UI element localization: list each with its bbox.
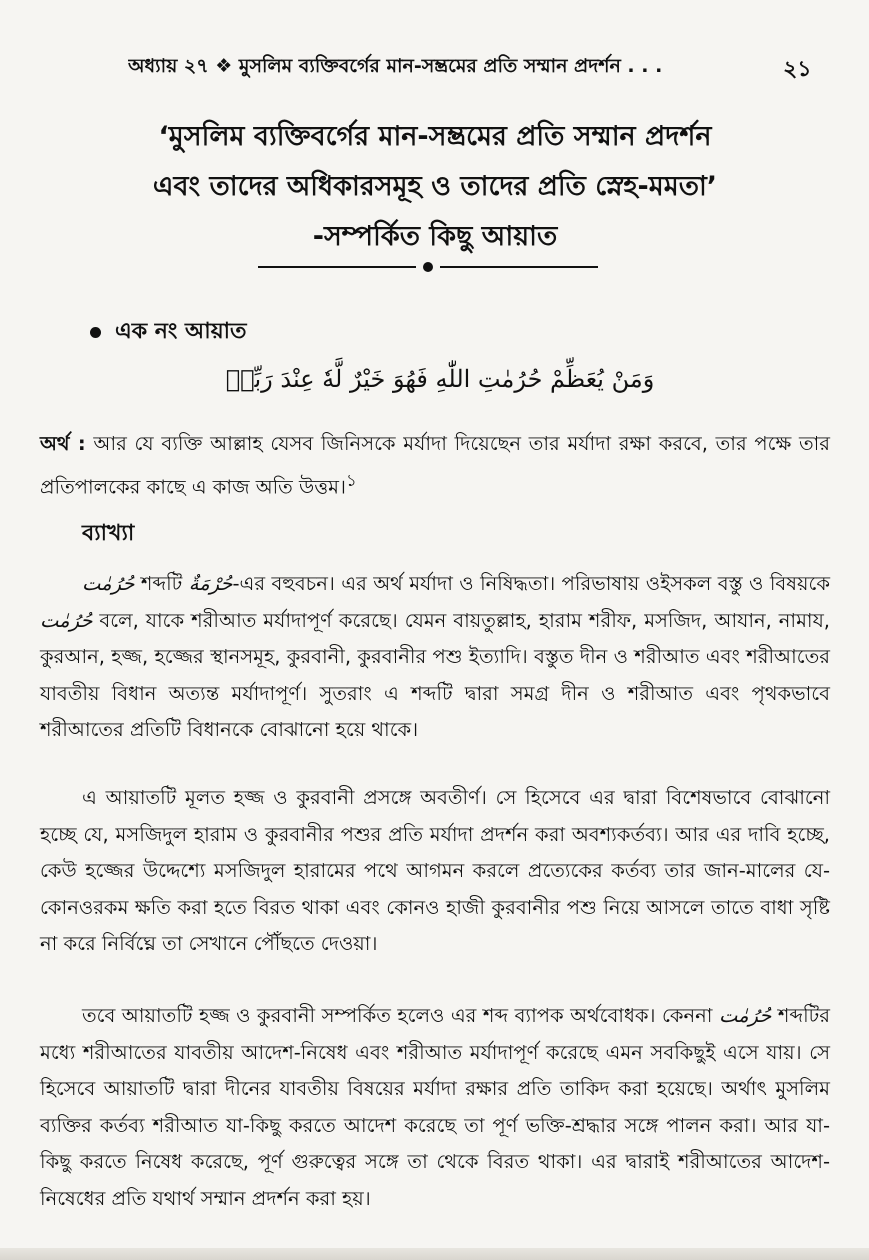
divider-dot	[423, 262, 433, 272]
page-bottom-edge	[0, 1248, 869, 1260]
arabic-term: حُرُمٰت	[40, 608, 93, 632]
verse-heading	[90, 314, 247, 351]
explanation-heading: ব্যাখ্যা	[82, 521, 135, 546]
bullet-icon	[90, 327, 101, 338]
explanation-paragraph-1	[40, 566, 830, 749]
page-number: ২১	[783, 57, 812, 82]
title-line-1: ‘মুসলিম ব্যক্তিবর্গের মান-সম্ভ্রমের প্রতি সম্মান প্রদর্শন	[158, 121, 712, 152]
explanation-paragraph-2: এ আয়াতটি মূলত হজ্জ ও কুরবানী প্রসঙ্গে অবতীর্ণ। সে হিসেবে এর দ্বারা বিশেষভাবে বোঝানো হচ্ছে যে, মসজিদুল হারাম ও কুরবানীর পশুর প্রতি মর্যাদা প্রদর্শন করা অবশ্যকর্তব্য। আর এর দাবি হচ্ছে, কেউ হজ্জের উদ্দেশ্যে মসজিদুল হারামের পথে আগমন করলে প্রত্যেকের কর্তব্য তার জান-মালের যে-কোনওরকম ক্ষতি করা হতে বিরত থাকা এবং কোনও হাজী কুরবানীর পশু নিয়ে আসলে তাতে বাধা সৃষ্টি না করে নির্বিঘ্নে তা সেখানে পৌঁছতে দেওয়া।	[40, 786, 830, 955]
arabic-term: حُرُمٰت	[718, 1004, 772, 1027]
arabic-term: حُرُمٰت	[82, 572, 135, 595]
running-header: অধ্যায় ২৭ ❖ মুসলিম ব্যক্তিবর্গের মান-সম্ভ্রমের প্রতি সম্মান প্রদর্শন . . .	[128, 55, 663, 77]
paragraph-text: শব্দটির মধ্যে শরীআতের যাবতীয় আদেশ-নিষেধ এবং শরীআত মর্যাদাপূর্ণ করেছে এমন সবকিছুই এসে যায়। সে হিসেবে আয়াতটি দ্বারা দীনের যাবতীয় বিষয়ের মর্যাদা রক্ষার প্রতি তাকিদ করা হয়েছে। অর্থাৎ মুসলিম ব্যক্তির কর্তব্য শরীআত যা-কিছু করতে আদেশ করেছে তা পূর্ণ ভক্তি-শ্রদ্ধার সঙ্গে পালন করা। আর যা-কিছু করতে নিষেধ করেছে, পূর্ণ গুরুত্বের সঙ্গে তা থেকে বিরত থাকা। এর দ্বারাই শরীআতের আদেশ-নিষেধের প্রতি যথার্থ সম্মান প্রদর্শন করা হয়।	[40, 1004, 830, 1210]
divider-line-left	[258, 266, 416, 268]
meaning-label: অর্থ :	[40, 432, 86, 455]
explanation-paragraph-3	[40, 998, 830, 1217]
paragraph-text: বলে, যাকে শরীআত মর্যাদাপূর্ণ করেছে। যেমন বায়তুল্লাহ, হারাম শরীফ, মসজিদ, আযান, নামায, কুরআন, হজ্জ, হজ্জের স্থানসমূহ, কুরবানী, কুরবানীর পশু ইত্যাদি। বস্তুত দীন ও শরীআত এবং শরীআতের যাবতীয় বিধান অত্যন্ত মর্যাদাপূর্ণ। সুতরাং এ শব্দটি দ্বারা সমগ্র দীন ও শরীআত এবং পৃথকভাবে শরীআতের প্রতিটি বিধানকে বোঝানো হয়ে থাকে।	[40, 608, 830, 741]
title-line-3: -সম্পর্কিত কিছু আয়াত	[312, 221, 558, 252]
verse-heading-label: এক নং আয়াত	[115, 319, 247, 344]
meaning-text: আর যে ব্যক্তি আল্লাহ যেসব জিনিসকে মর্যাদা দিয়েছেন তার মর্যাদা রক্ষা করবে, তার পক্ষে তার প্রতিপালকের কাছে এ কাজ অতি উত্তম।	[40, 432, 830, 498]
paragraph-text: শব্দটি	[134, 572, 189, 595]
arabic-term: حُرْمَةٌ	[188, 572, 233, 595]
verse-meaning	[40, 426, 830, 506]
divider-line-right	[440, 266, 598, 268]
arabic-verse: وَمَنْ يُعَظِّمْ حُرُمٰتِ اللّٰهِ فَهُوَ خَيْرٌ لَّهٗ عِنْدَ رَبِّهٖ	[225, 365, 655, 393]
paragraph-text: -এর বহুবচন। এর অর্থ মর্যাদা ও নিষিদ্ধতা। পরিভাষায় ওইসকল বস্তু ও বিষয়কে	[232, 572, 830, 595]
title-divider	[258, 259, 598, 275]
paragraph-text: তবে আয়াতটি হজ্জ ও কুরবানী সম্পর্কিত হলেও এর শব্দ ব্যাপক অর্থবোধক। কেননা	[82, 1004, 719, 1027]
chapter-title	[60, 112, 810, 262]
title-line-2: এবং তাদের অধিকারসমূহ ও তাদের প্রতি স্নেহ-মমতা’	[152, 171, 718, 202]
footnote-marker: ১	[345, 470, 357, 490]
